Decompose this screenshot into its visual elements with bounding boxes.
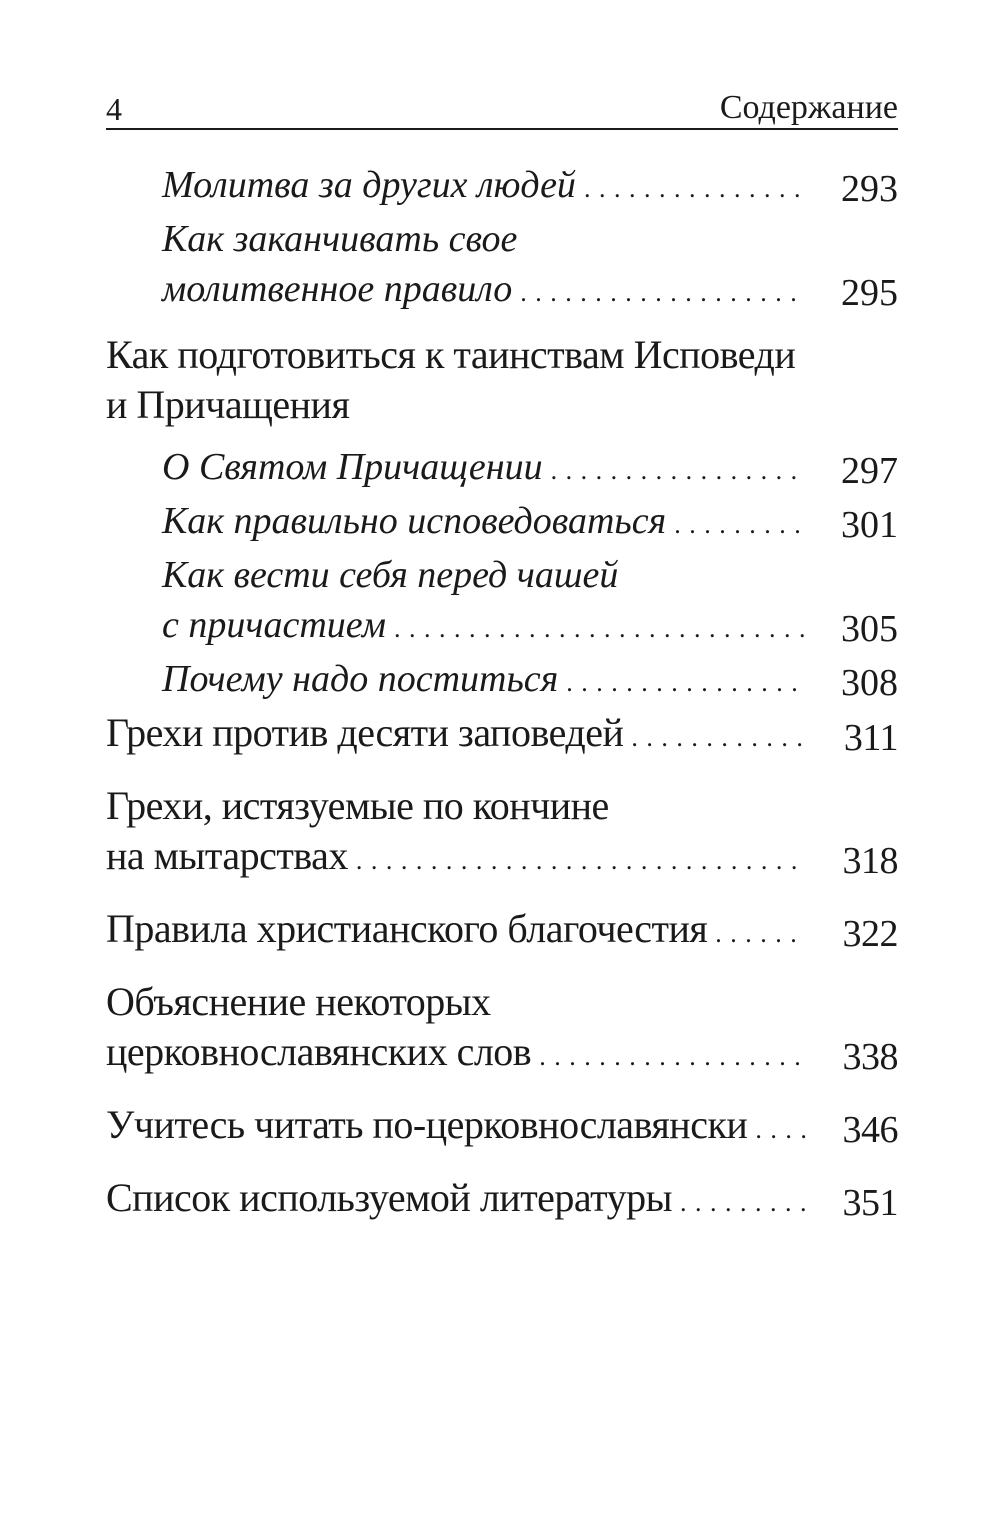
dot-leader [715,909,806,959]
toc-entry [106,904,898,959]
toc-entry [106,496,898,550]
toc-entry-title: Список используемой литературы [106,1175,672,1220]
dot-leader [394,604,806,654]
toc-entry-page: 318 [842,840,898,882]
dot-leader [551,446,806,496]
toc-entry-page: 338 [842,1036,898,1078]
dot-leader [674,500,806,550]
dot-leader [520,268,806,318]
toc-entry-title-line2: с причастием [162,604,386,646]
toc-entry-title: Молитва за других людей [162,164,576,206]
toc-entry-title: Грехи против десяти заповедей [106,710,624,755]
toc-entry [106,442,898,496]
toc-entry [106,977,898,1082]
table-of-contents [106,160,898,1228]
toc-entry-page: 308 [841,662,898,704]
toc-entry-page: 301 [841,504,898,546]
toc-entry-title-line2: церковнославянских слов [106,1029,532,1074]
dot-leader [631,713,806,763]
toc-entry-page: 297 [841,450,898,492]
toc-entry-title-line2: и Причащения [106,382,350,427]
toc-entry-title-line2: на мытарствах [106,833,348,878]
toc-entry-title-line1: Как заканчивать свое [162,218,518,260]
toc-entry-title-line2: молитвенное правило [162,268,513,310]
toc-entry [106,781,898,886]
toc-entry-title: Как правильно исповедоваться [162,500,667,542]
toc-entry-page: 295 [841,272,898,314]
toc-entry-page: 293 [841,168,898,210]
dot-leader [584,164,806,214]
dot-leader [755,1105,806,1155]
toc-entry [106,550,898,654]
dot-leader [566,658,806,708]
toc-entry [106,654,898,708]
toc-entry-title-line1: Как подготовиться к таинствам Исповеди [106,332,796,377]
toc-entry-title: О Святом Причащении [162,446,543,488]
dot-leader [356,836,806,886]
toc-entry-title-line1: Грехи, истязуемые по кончине [106,783,609,828]
toc-entry [106,1173,898,1228]
toc-entry-title-line1: Объяснение некоторых [106,979,491,1024]
toc-entry-title-line1: Как вести себя перед чашей [162,554,619,596]
page-number: 4 [106,91,122,127]
toc-entry-title: Почему надо поститься [162,658,559,700]
toc-entry [106,708,898,763]
toc-entry [106,214,898,318]
toc-entry-page: 311 [843,717,898,759]
running-title: Содержание [719,89,898,126]
toc-section-heading [106,330,898,430]
dot-leader [539,1032,806,1082]
toc-entry-page: 346 [842,1109,898,1151]
toc-entry-page: 305 [841,608,898,650]
toc-entry-title: Правила христианского благочестия [106,906,708,951]
toc-entry-page: 322 [842,913,898,955]
toc-entry [106,1100,898,1155]
toc-entry-title: Учитесь читать по-церковнославянски [106,1102,748,1147]
toc-entry [106,160,898,214]
page-header [106,84,898,130]
dot-leader [680,1178,806,1228]
toc-entry-page: 351 [842,1182,898,1224]
